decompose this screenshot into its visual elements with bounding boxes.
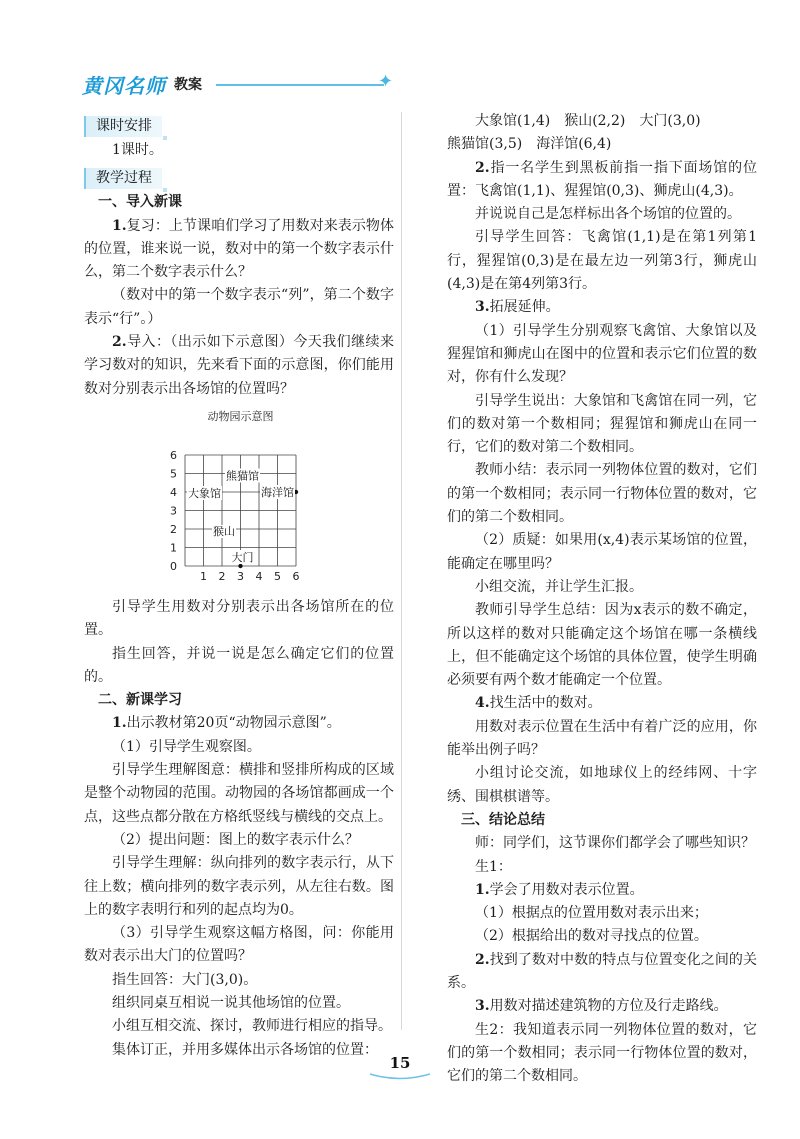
y-tick-label: 3 — [170, 504, 177, 518]
zoo-figure — [84, 409, 394, 584]
paragraph — [447, 879, 757, 902]
paragraph: 大象馆(1,4) 猴山(2,2) 大门(3,0) — [475, 113, 701, 129]
item-number: 2. — [475, 159, 490, 176]
brand-logo: 黄冈名师 — [82, 74, 166, 98]
y-tick-label: 0 — [170, 559, 177, 573]
column-divider — [401, 112, 402, 1030]
paragraph: 并说说自己是怎样标出各个场馆的位置的。 — [475, 206, 741, 223]
section-badge-process: 教学过程 — [84, 168, 162, 189]
paragraph: 师：同学们，这节课你们都学会了哪些知识？ — [475, 835, 755, 852]
paragraph — [447, 157, 757, 204]
sparkle-icon: ✦ — [378, 71, 394, 92]
left-column — [84, 110, 394, 1062]
item-number: 1. — [475, 881, 490, 898]
location-label: 大象馆 — [188, 486, 221, 500]
item-number: 2. — [112, 334, 127, 351]
page-number-ornament — [368, 1071, 432, 1081]
item-number: 4. — [475, 695, 490, 712]
location-label: 猴山 — [213, 524, 235, 538]
paragraph: 小组互相交流、探讨，教师进行相应的指导。 — [112, 1018, 392, 1035]
paragraph: （2）根据给出的数对寻找点的位置。 — [475, 928, 708, 945]
y-tick-label: 1 — [170, 541, 177, 555]
location-label: 海洋馆 — [261, 485, 294, 499]
page-number: 15 — [389, 1054, 411, 1072]
item-number: 3. — [475, 998, 490, 1015]
paragraph: 集体订正，并用多媒体出示各场馆的位置： — [112, 1041, 378, 1058]
paragraph-text: 导入：（出示如下示意图）今天我们继续来学习数对的知识，先来看下面的示意图，你们能用数对分别表示出各场馆的位置吗？ — [84, 334, 394, 397]
y-tick-label: 4 — [170, 485, 177, 499]
paragraph: 小组讨论交流，如地球仪上的经纬网、十字绣、围棋棋谱等。 — [447, 765, 757, 805]
paragraph — [447, 995, 757, 1018]
page-header — [82, 70, 394, 100]
paragraph-text: 用数对描述建筑物的方位及行走路线。 — [489, 998, 728, 1015]
figure-title: 动物园示意图 — [207, 409, 274, 423]
location-label: 大门 — [231, 550, 254, 564]
section-heading: 一、导入新课 — [98, 194, 182, 211]
item-number: 2. — [475, 951, 490, 968]
paragraph — [447, 296, 757, 319]
paragraph — [447, 692, 757, 715]
paragraph — [84, 331, 394, 401]
paragraph — [447, 949, 757, 996]
paragraph: 教师引导学生总结：因为x表示的数不确定，所以这样的数对只能确定这个场馆在哪一条横线上，但不能确定这个场馆的具体位置，使学生明确必须要有两个数才能确定一个位置。 — [447, 602, 757, 689]
right-column — [447, 110, 757, 1088]
section-heading: 二、新课学习 — [98, 692, 182, 709]
paragraph: 1课时。 — [112, 142, 163, 158]
paragraph: 组织同桌互相说一说其他场馆的位置。 — [112, 995, 350, 1012]
paragraph-text: 学会了用数对表示位置。 — [489, 881, 644, 898]
paragraph: （1）根据点的位置用数对表示出来； — [475, 905, 708, 922]
paragraph-text: 指一名学生到黑板前指一指下面场馆的位置：飞禽馆(1,1)、猩猩馆(0,3)、狮虎山(4,3)。 — [447, 159, 757, 199]
zoo-grid-diagram — [148, 409, 328, 584]
paragraph-text: 出示教材第20页“动物园示意图”。 — [126, 715, 341, 732]
item-number: 1. — [112, 217, 127, 234]
paragraph: 引导学生说出：大象馆和飞禽馆在同一列，它们的数对第一个数相同；猩猩馆和狮虎山在同一行，它们的数对第二个数相同。 — [447, 392, 757, 456]
paragraph: 小组交流，并让学生汇报。 — [475, 578, 643, 595]
section-heading: 三、结论总结 — [461, 811, 545, 828]
paragraph — [84, 215, 394, 285]
paragraph: （3）引导学生观察这幅方格图，问：你能用数对表示出大门的位置吗？ — [84, 925, 394, 965]
paragraph: （数对中的第一个数字表示“列”，第二个数字表示“行”。） — [84, 287, 394, 327]
brand-subtitle: 教案 — [174, 77, 202, 93]
paragraph: 熊猫馆(3,5) 海洋馆(6,4) — [447, 136, 612, 153]
paragraph: 教师小结：表示同一列物体位置的数对，它们的第一个数相同；表示同一行物体位置的数对，它们的第二个数相同。 — [447, 462, 757, 526]
y-tick-label: 6 — [170, 448, 177, 462]
paragraph-text: 找生活中的数对。 — [489, 695, 602, 712]
paragraph: 用数对表示位置在生活中有着广泛的应用，你能举出例子吗？ — [447, 718, 757, 759]
item-number: 3. — [475, 299, 490, 316]
x-tick-label: 5 — [274, 569, 281, 583]
paragraph-text: 找到了数对中数的特点与位置变化之间的关系。 — [447, 951, 757, 991]
paragraph: 生2：我知道表示同一列物体位置的数对，它们的第一个数相同；表示同一行物体位置的数对，它们的第二个数相同。 — [447, 1021, 757, 1085]
y-tick-label: 2 — [170, 522, 177, 536]
x-tick-label: 6 — [292, 569, 300, 583]
y-tick-label: 5 — [170, 467, 177, 481]
x-tick-label: 4 — [255, 569, 263, 583]
paragraph-text: 复习：上节课咱们学习了用数对来表示物体的位置，谁来说一说，数对中的第一个数字表示什么，第二个数字表示什么？ — [84, 217, 394, 281]
paragraph: 生1： — [475, 858, 512, 875]
paragraph: 引导学生回答：飞禽馆(1,1)是在第1列第1行，猩猩馆(0,3)是在最左边一列第3行，狮虎山(4,3)是在第4列第3行。 — [447, 229, 757, 293]
paragraph: 引导学生用数对分别表示出各场馆所在的位置。 — [84, 598, 394, 639]
paragraph: （1）引导学生观察图。 — [112, 738, 261, 755]
x-tick-label: 1 — [200, 569, 207, 583]
paragraph: （1）引导学生分别观察飞禽馆、大象馆以及猩猩馆和狮虎山在图中的位置和表示它们位置的数对，你有什么发现？ — [447, 322, 757, 386]
paragraph: 引导学生理解图意：横排和竖排所构成的区域是整个动物园的范围。动物园的各场馆都画成一个点，这些点都分散在方格纸竖线与横线的交点上。 — [84, 762, 394, 825]
paragraph — [84, 712, 394, 735]
paragraph-text: 拓展延伸。 — [489, 299, 560, 316]
x-tick-label: 3 — [237, 569, 244, 583]
location-point — [238, 564, 242, 568]
paragraph: （2）质疑：如果用(x,4)表示某场馆的位置，能确定在哪里吗？ — [447, 532, 757, 572]
location-label: 熊猫馆 — [226, 469, 259, 483]
paragraph: 引导学生理解：纵向排列的数字表示行，从下往上数；横向排列的数字表示列，从左往右数。图上的数字表明行和列的起点均为0。 — [84, 855, 394, 918]
paragraph: 指生回答：大门(3,0)。 — [112, 971, 258, 988]
item-number: 1. — [112, 715, 127, 732]
section-badge-schedule: 课时安排 — [84, 116, 162, 137]
paragraph: （2）提出问题：图上的数字表示什么？ — [112, 831, 359, 848]
x-tick-label: 2 — [218, 569, 226, 583]
paragraph: 指生回答，并说一说是怎么确定它们的位置的。 — [84, 645, 394, 685]
header-rule — [216, 84, 384, 86]
